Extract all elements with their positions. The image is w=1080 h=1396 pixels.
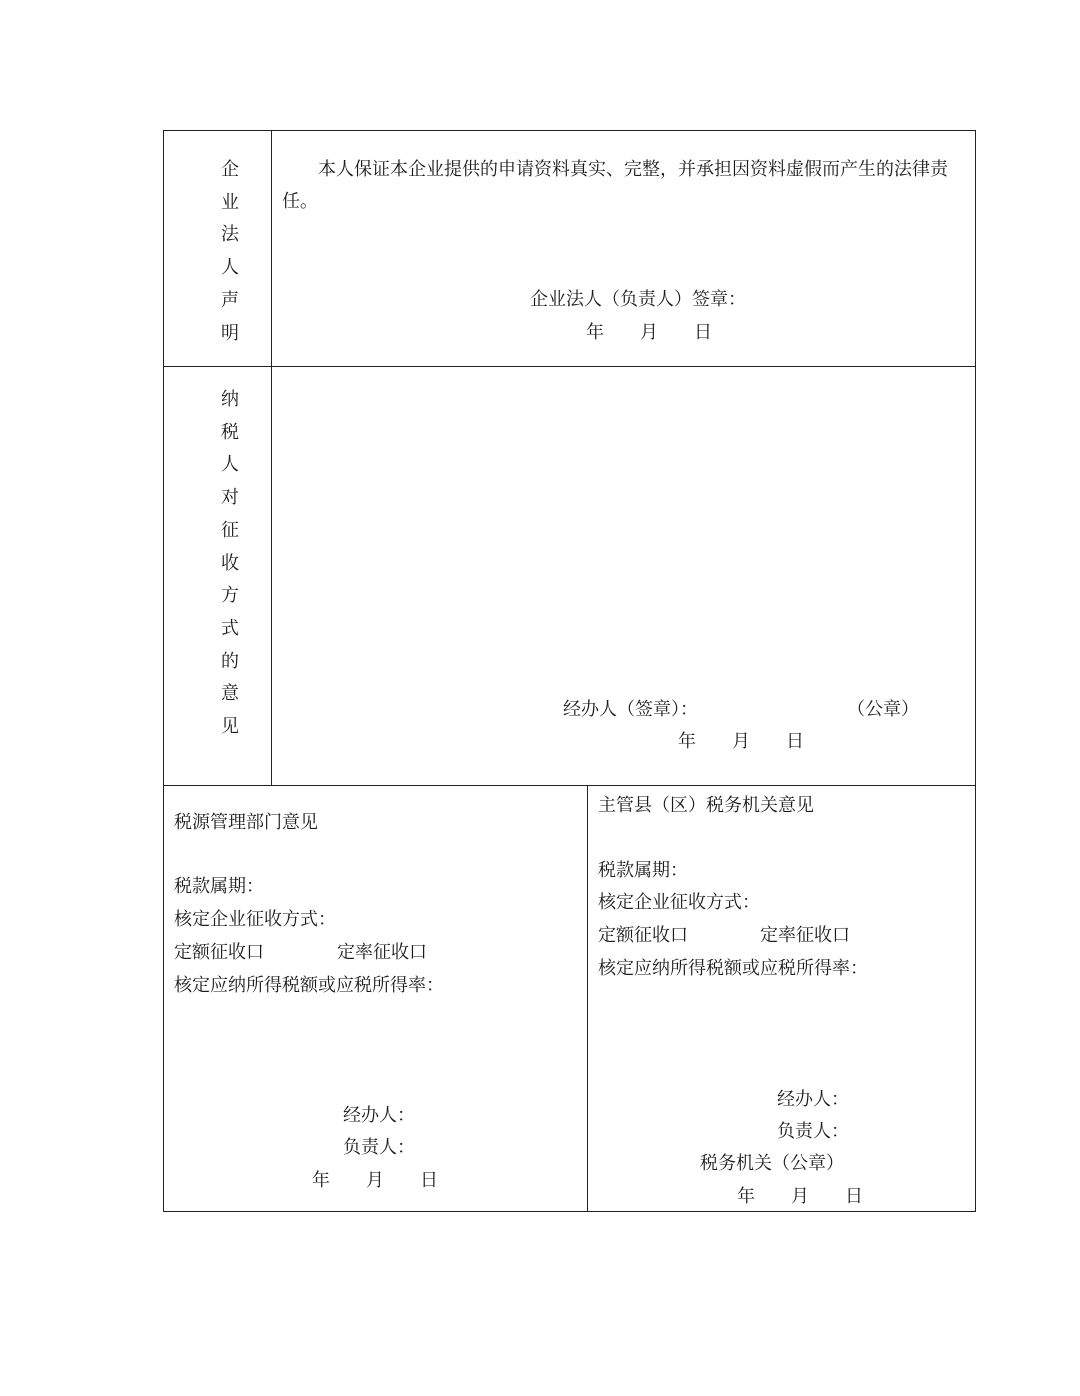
county-tax-authority-seal: 税务机关（公章） xyxy=(700,1153,844,1174)
county-tax-authority-rate-label: 核定应纳所得税额或应税所得率： xyxy=(598,958,868,979)
county-tax-authority-tax-period: 税款属期： xyxy=(598,860,688,881)
taxpayer-opinion-date: 年 月 日 xyxy=(678,731,804,752)
bottom-column-divider xyxy=(587,785,588,1212)
legal-representative-signature: 企业法人（负责人）签章： xyxy=(530,289,746,310)
tax-source-dept-method-label: 核定企业征收方式： xyxy=(174,909,336,930)
tax-source-dept-date: 年 月 日 xyxy=(312,1170,438,1191)
county-tax-authority-fixed-amount-option: 定额征收口 xyxy=(598,925,688,946)
county-tax-authority-fixed-rate-option: 定率征收口 xyxy=(760,925,850,946)
legal-declaration-statement: 本人保证本企业提供的申请资料真实、完整，并承担因资料虚假而产生的法律责任。 xyxy=(282,159,948,212)
tax-source-dept-title: 税源管理部门意见 xyxy=(174,812,318,833)
county-tax-authority-method-label: 核定企业征收方式： xyxy=(598,892,760,913)
legal-declaration-date: 年 月 日 xyxy=(586,322,712,343)
taxpayer-opinion-label: 纳税人对征收方式的意见 xyxy=(221,389,239,738)
label-column-divider xyxy=(271,130,272,786)
tax-source-dept-fixed-rate-option: 定率征收口 xyxy=(337,942,427,963)
row-divider-2 xyxy=(163,785,976,786)
tax-source-dept-rate-label: 核定应纳所得税额或应税所得率： xyxy=(174,975,444,996)
county-tax-authority-person-in-charge: 负责人： xyxy=(777,1121,849,1142)
county-tax-authority-handler: 经办人： xyxy=(777,1089,849,1110)
county-tax-authority-title: 主管县（区）税务机关意见 xyxy=(598,795,814,816)
county-tax-authority-date: 年 月 日 xyxy=(737,1186,863,1207)
taxpayer-handler-signature: 经办人（签章）： xyxy=(563,699,698,720)
tax-source-dept-handler: 经办人： xyxy=(343,1105,415,1126)
tax-source-dept-person-in-charge: 负责人： xyxy=(343,1137,415,1158)
row-divider-1 xyxy=(163,366,976,367)
tax-source-dept-fixed-amount-option: 定额征收口 xyxy=(174,942,264,963)
tax-source-dept-tax-period: 税款属期： xyxy=(174,876,264,897)
legal-declaration-label: 企业法人声明 xyxy=(221,159,239,344)
taxpayer-official-seal: （公章） xyxy=(847,699,919,720)
